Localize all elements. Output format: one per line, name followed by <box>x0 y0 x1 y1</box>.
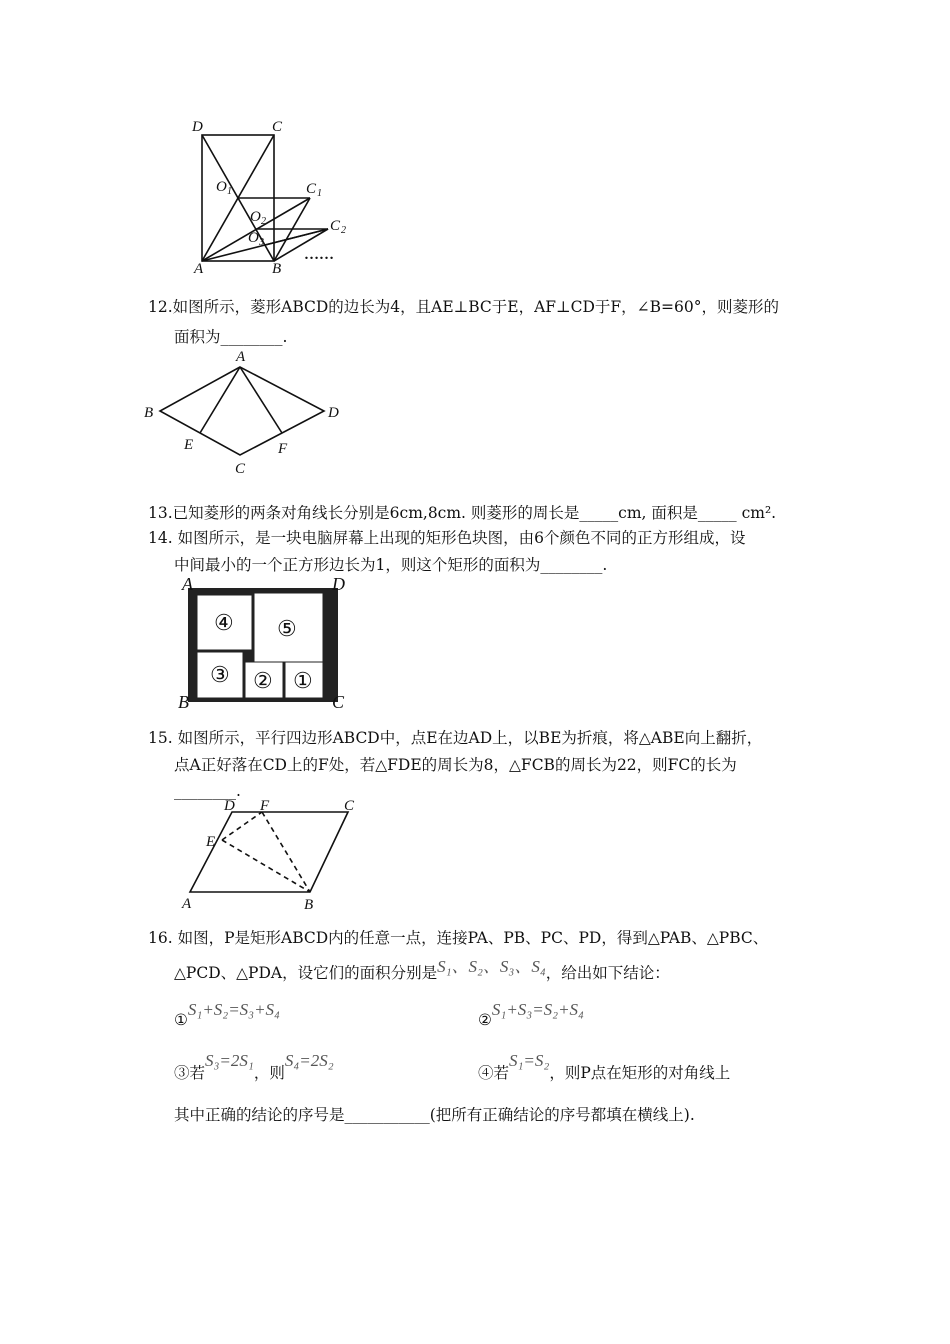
c4-suffix: ，则P点在矩形的对角线上 <box>549 1064 731 1082</box>
c4-prefix: ④若 <box>478 1064 510 1082</box>
square-5-label: ⑤ <box>277 616 297 641</box>
label-C2-sub: 2 <box>341 225 346 236</box>
label-C: C <box>344 798 355 814</box>
label-F: F <box>260 798 270 814</box>
label-A: A <box>182 896 192 912</box>
label-C: C <box>332 692 345 712</box>
q13-line1: 13.已知菱形的两条对角线长分别是6cm,8cm. 则菱形的周长是_____cm, 面积是_____ cm². <box>148 504 777 522</box>
q16-conclusion-1 <box>174 1000 280 1030</box>
square-2-label: ② <box>253 668 273 693</box>
q16-line2-math: S₁、S₂、S₃、S₄ <box>437 957 546 976</box>
label-O1: O <box>216 179 227 195</box>
c2-prefix: ② <box>478 1011 492 1029</box>
figure-14 <box>176 574 356 712</box>
c3-math1: S₃=2S₁ <box>205 1051 254 1070</box>
q16-line2-prefix: △PCD、△PDA，设它们的面积分别是 <box>174 964 438 982</box>
square-1-label: ① <box>293 668 313 693</box>
label-O1-sub: 1 <box>227 186 232 197</box>
c1-prefix: ① <box>174 1011 188 1029</box>
q16-line2-suffix: ，给出如下结论： <box>545 964 670 982</box>
label-C: C <box>235 461 246 477</box>
q15-line1: 15. 如图所示，平行四边形ABCD中，点E在边AD上，以BE为折痕，将△ABE向上翻折， <box>148 729 763 747</box>
q16-last-line: 其中正确的结论的序号是___________(把所有正确结论的序号都填在横线上). <box>174 1106 695 1124</box>
square-4-label: ④ <box>214 610 234 635</box>
label-B: B <box>178 692 189 712</box>
label-C1: C <box>306 181 317 197</box>
c2-math: S₁+S₃=S₂+S₄ <box>491 1000 584 1019</box>
label-D: D <box>224 798 235 814</box>
q15-line2: 点A正好落在CD上的F处，若△FDE的周长为8，△FCB的周长为22，则FC的长为 <box>174 756 737 774</box>
figure-15 <box>176 796 376 916</box>
label-O2-sub: 2 <box>261 216 266 227</box>
label-B: B <box>144 405 154 421</box>
c3-math2: S₄=2S₂ <box>284 1051 334 1070</box>
label-E: E <box>184 437 194 453</box>
label-O2: O <box>250 209 261 225</box>
label-O3: O <box>248 230 259 246</box>
label-C2: C <box>330 218 341 234</box>
label-F: F <box>278 441 288 457</box>
label-C: C <box>272 119 283 135</box>
q14-line2: 中间最小的一个正方形边长为1，则这个矩形的面积为________. <box>174 556 608 574</box>
label-D: D <box>332 574 345 594</box>
label-O3-sub: 3 <box>259 237 264 248</box>
c3-prefix: ③若 <box>174 1064 206 1082</box>
square-3-label: ③ <box>210 662 230 687</box>
q16-conclusion-3 <box>174 1051 334 1083</box>
label-C1-sub: 1 <box>317 188 322 199</box>
label-E: E <box>206 834 216 850</box>
q16-conclusion-2 <box>478 1000 584 1030</box>
label-A: A <box>182 574 193 594</box>
label-D: D <box>328 405 339 421</box>
label-B: B <box>304 897 314 913</box>
label-D: D <box>192 119 203 135</box>
q15-line3: ________. <box>174 782 241 800</box>
q14-line1: 14. 如图所示，是一块电脑屏幕上出现的矩形色块图，由6个颜色不同的正方形组成，设 <box>148 529 746 547</box>
figure-12 <box>140 345 340 475</box>
figure-11 <box>180 115 360 285</box>
c4-math: S₁=S₂ <box>509 1051 550 1070</box>
c3-mid: ，则 <box>253 1064 285 1082</box>
label-B: B <box>272 261 282 277</box>
q12-line2: 面积为________. <box>174 328 288 346</box>
c1-math: S₁+S₂=S₃+S₄ <box>187 1000 280 1019</box>
label-A: A <box>194 261 204 277</box>
q16-conclusion-4 <box>478 1051 731 1083</box>
q16-line1: 16. 如图，P是矩形ABCD内的任意一点，连接PA、PB、PC、PD，得到△PAB、△PBC、 <box>148 929 769 947</box>
label-A: A <box>236 349 246 365</box>
q12-line1: 12.如图所示，菱形ABCD的边长为4，且AE⊥BC于E，AF⊥CD于F，∠B=60°，则菱形的 <box>148 298 780 316</box>
q16-line2 <box>174 957 670 983</box>
label-dots: …… <box>304 247 334 263</box>
